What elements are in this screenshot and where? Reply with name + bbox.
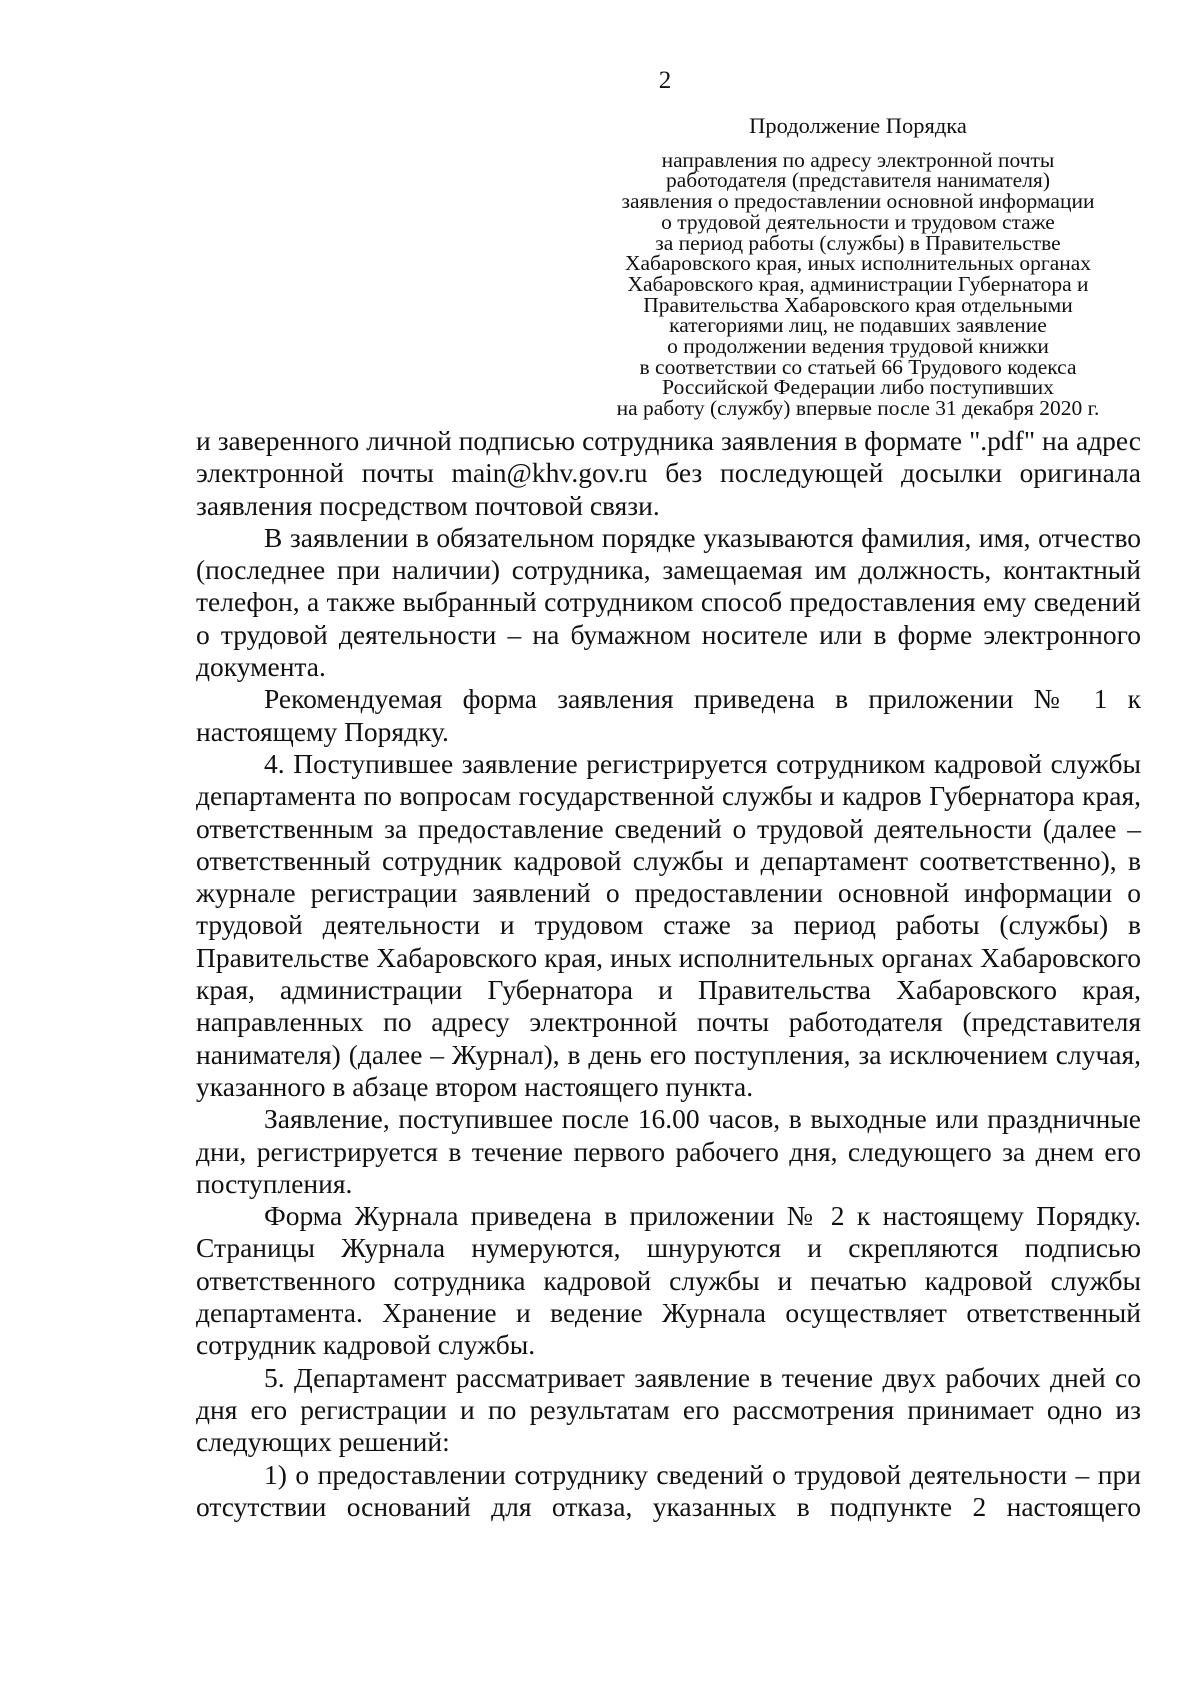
paragraph-continuation: и заверенного личной подписью сотрудника заявления в формате ".pdf" на адрес электронной почты main@khv.gov.ru без последующей досылки оригинала заявления посредством почтовой связи. [196,425,1141,521]
paragraph-item-5: 5. Департамент рассматривает заявление в течение двух рабочих дней со дня его регистрации и по результатам его рассмотрения принимает одно из следующих решений: [196,1361,1141,1458]
document-body [196,425,1141,1523]
paragraph-subitem-1: 1) о предоставлении сотруднику сведений о трудовой деятельности – при отсутствии оснований для отказа, указанных в подпункте 2 настоящего [196,1458,1141,1522]
header-line: о продолжении ведения трудовой книжки [667,334,1049,359]
paragraph: Форма Журнала приведена в приложении № 2 к настоящему Порядку. Страницы Журнала нумеруются, шнуруются и скрепляются подписью ответственного сотрудника кадровой службы и печатью кадровой службы департамента. Хранение и ведение Журнала осуществляет ответственный сотрудник кадровой службы. [196,1200,1141,1361]
header-line: категориями лиц, не подавших заявление [669,313,1047,338]
paragraph: Заявление, поступившее после 16.00 часов, в выходные или праздничные дни, регистрируется в течение первого рабочего дня, следующего за днем его поступления. [196,1103,1141,1199]
header-line: о трудовой деятельности и трудовом стаже [661,209,1055,234]
header-line: на работу (службу) впервые после 31 декабря 2020 г. [616,396,1100,421]
header-line: направления по адресу электронной почты [661,147,1055,172]
header-line: заявления о предоставлении основной информации [621,189,1095,214]
header-line: Хабаровского края, администрации Губернатора и [627,271,1089,296]
paragraph: В заявлении в обязательном порядке указываются фамилия, имя, отчество (последнее при наличии) сотрудника, замещаемая им должность, контактный телефон, а также выбранный сотрудником способ предоставления ему сведений о трудовой деятельности – на бумажном носителе или в форме электронного документа. [196,521,1141,683]
header-line: в соответствии со статьей 66 Трудового кодекса [639,354,1077,379]
page-number: 2 [658,67,672,94]
header-line: Правительства Хабаровского края отдельными [643,292,1073,317]
paragraph-item-4: 4. Поступившее заявление регистрируется сотрудником кадровой службы департамента по вопросам государственной службы и кадров Губернатора края, ответственным за предоставление сведений о трудовой деятельности (далее – ответственный сотрудник кадровой службы и департамент соответственно), в журнале регистрации заявлений о предоставлении основной информации о трудовой деятельности и трудовом стаже за период работы (службы) в Правительстве Хабаровского края, иных исполнительных органах Хабаровского края, администрации Губернатора и Правительства Хабаровского края, направленных по адресу электронной почты работодателя (представителя нанимателя) (далее – Журнал), в день его поступления, за исключением случая, указанного в абзаце втором настоящего пункта. [196,747,1141,1102]
continuation-header [592,113,1124,421]
header-line: за период работы (службы) в Правительстве [655,230,1061,255]
header-title: Продолжение Порядка [749,113,967,138]
paragraph: Рекомендуемая форма заявления приведена в приложении № 1 к настоящему Порядку. [196,683,1141,747]
header-line: Российской Федерации либо поступивших [662,375,1054,400]
header-line: работодателя (представителя нанимателя) [666,168,1050,193]
header-line: Хабаровского края, иных исполнительных органах [624,251,1092,276]
